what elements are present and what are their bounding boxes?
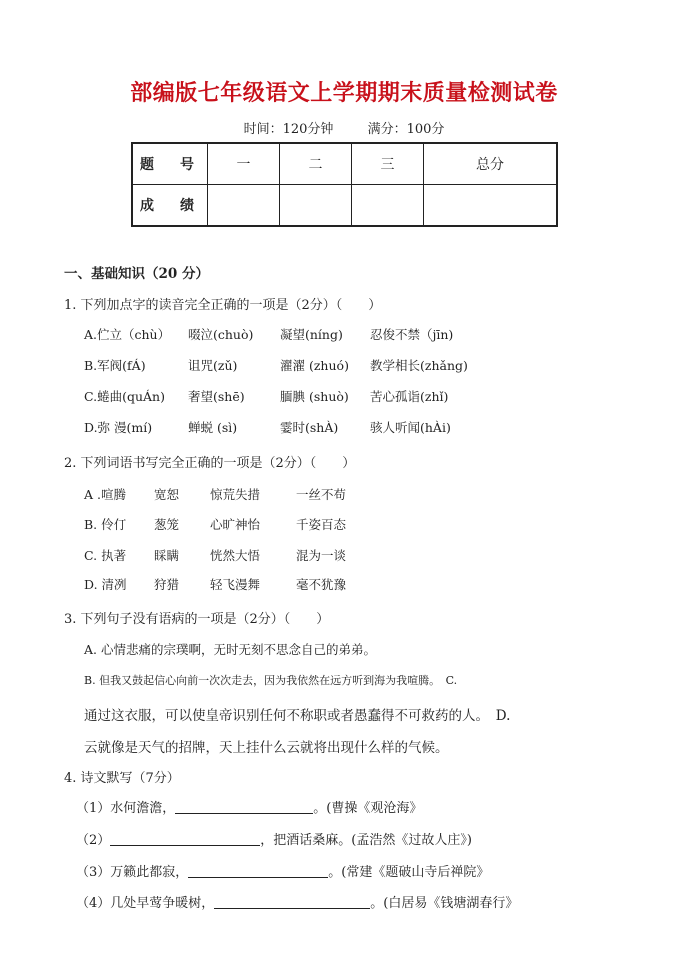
q1-option-b: B.军阀(fÁ) 诅咒(zǔ) 濯濯 (zhuó) 教学相长(zhǎng) bbox=[84, 358, 468, 373]
q1-stem: 1. 下列加点字的读音完全正确的一项是（2分）（ ） bbox=[64, 298, 382, 313]
q4-stem: 4. 诗文默写（7分） bbox=[64, 771, 180, 786]
score-cell-3[interactable] bbox=[352, 185, 424, 227]
q3-stem: 3. 下列句子没有语病的一项是（2分）（ ） bbox=[64, 612, 330, 627]
score-cell-2[interactable] bbox=[280, 185, 352, 227]
score-table-score-row bbox=[132, 185, 557, 227]
q4-blank-2[interactable] bbox=[110, 831, 260, 846]
q2-option-a: A .喧腾 宽恕 惊荒失措 一丝不苟 bbox=[84, 487, 347, 502]
q4-blank-3[interactable] bbox=[188, 863, 328, 878]
score-table-col-1: 一 bbox=[208, 143, 280, 185]
section-1-heading: 一、基础知识（20 分） bbox=[64, 266, 209, 282]
q2-option-c: C. 执著 睬瞒 恍然大悟 混为一谈 bbox=[84, 548, 347, 563]
q4-item-2: （2） ，把酒话桑麻。(孟浩然《过故人庄》) bbox=[76, 833, 472, 848]
exam-time: 时间：120分钟 bbox=[243, 122, 334, 137]
q2-option-b: B. 伶仃 葱笼 心旷神怡 千姿百态 bbox=[84, 517, 347, 532]
score-table-label-question: 题 号 bbox=[132, 143, 208, 185]
score-cell-total[interactable] bbox=[424, 185, 557, 227]
exam-info bbox=[0, 118, 688, 137]
q1-option-a: A.伫立（chù） 啜泣(chuò) 凝望(níng) 忍俊不禁（jīn) bbox=[84, 327, 454, 342]
q4-blank-1[interactable] bbox=[175, 799, 313, 814]
q1-option-d: D.弥 漫(mí) 蝉蜕 (sì) 霎时(shÀ) 骇人听闻(hÀi) bbox=[84, 420, 451, 435]
page-title: 部编版七年级语文上学期期末质量检测试卷 bbox=[130, 80, 558, 106]
score-table bbox=[131, 142, 558, 227]
q4-item-4: （4）几处早莺争暖树， 。(白居易《钱塘湖春行》 bbox=[76, 896, 519, 911]
q1-option-c: C.蜷曲(quÁn) 奢望(shē) 腼腆 (shuò) 苦心孤诣(zhǐ) bbox=[84, 389, 449, 404]
q3-option-b: B. 但我又鼓起信心向前一次次走去，因为我依然在远方听到海为我喧腾。 C. bbox=[84, 674, 458, 687]
score-table-col-total: 总分 bbox=[424, 143, 557, 185]
score-table-header-row bbox=[132, 143, 557, 185]
score-table-label-score: 成 绩 bbox=[132, 185, 208, 227]
q4-blank-4[interactable] bbox=[214, 894, 370, 909]
score-cell-1[interactable] bbox=[208, 185, 280, 227]
exam-total-score: 满分：100分 bbox=[367, 122, 445, 137]
q3-option-c: 通过这衣服，可以使皇帝识别任何不称职或者愚蠢得不可救药的人。 D. bbox=[84, 708, 511, 724]
q3-option-d: 云就像是天气的招牌，天上挂什么云就将出现什么样的气候。 bbox=[84, 740, 449, 756]
q3-option-a: A. 心情悲痛的宗璞啊，无时无刻不思念自己的弟弟。 bbox=[84, 642, 376, 657]
score-table-col-3: 三 bbox=[352, 143, 424, 185]
q4-item-1: （1）水何澹澹， 。(曹操《观沧海》 bbox=[76, 801, 423, 816]
q2-stem: 2. 下列词语书写完全正确的一项是（2分）（ ） bbox=[64, 456, 356, 471]
score-table-col-2: 二 bbox=[280, 143, 352, 185]
q2-option-d: D. 清冽 狩猎 轻飞漫舞 毫不犹豫 bbox=[84, 577, 347, 592]
q4-item-3: （3）万籁此都寂， 。(常建《题破山寺后禅院》 bbox=[76, 865, 490, 880]
